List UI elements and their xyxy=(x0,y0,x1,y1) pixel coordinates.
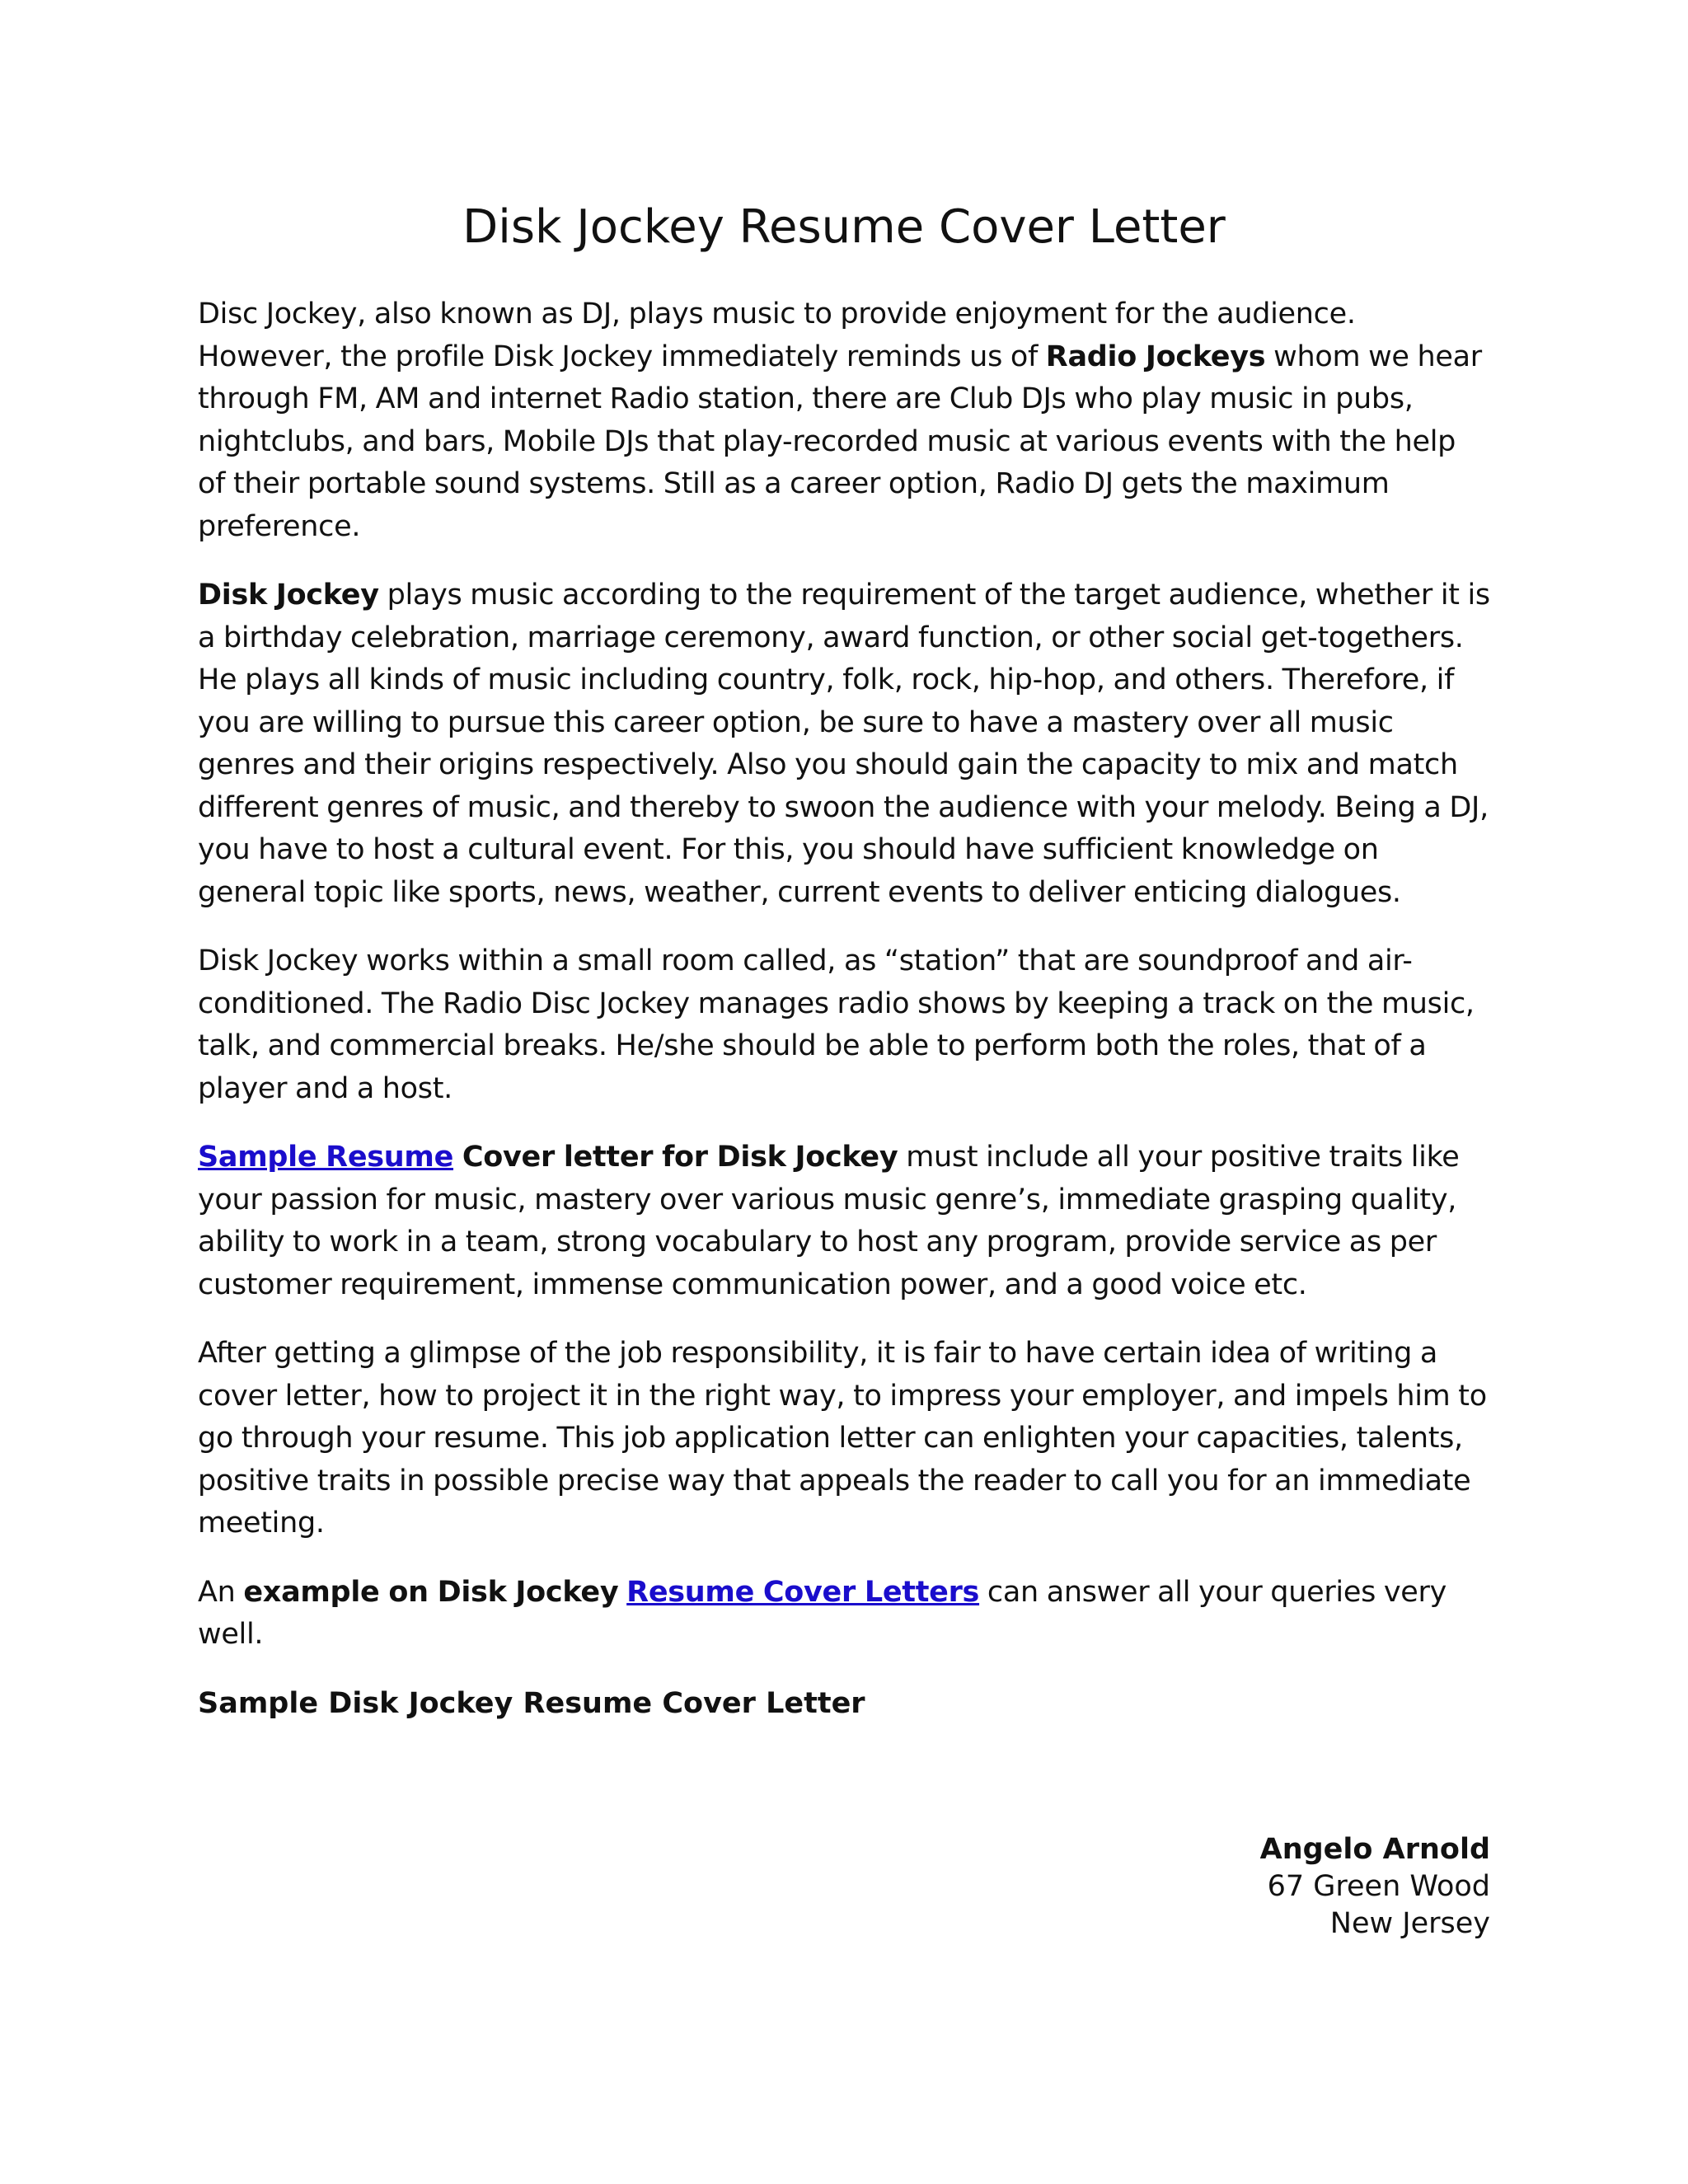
paragraph-intro xyxy=(198,293,1490,548)
resume-cover-letters-link[interactable]: Resume Cover Letters xyxy=(626,1575,980,1609)
document-page xyxy=(198,198,1490,1725)
paragraph-cover-letter-text: must include all your positive traits like your passion for music, mastery over various music genre’s, immediate grasping quality, ability to work in a team, strong vocabulary to host any program, provide service as per customer requirement, immense communication power, and a good voice etc. xyxy=(198,1141,1460,1301)
paragraph-workplace: Disk Jockey works within a small room called, as “station” that are soundproof and air-conditioned. The Radio Disc Jockey manages radio shows by keeping a track on the music, talk, and commercial breaks. He/she should be able to perform both the roles, that of a player and a host. xyxy=(198,944,1475,1105)
paragraph-example-prefix: An xyxy=(198,1575,244,1609)
document-title: Disk Jockey Resume Cover Letter xyxy=(462,200,1226,254)
paragraph-duties-text: plays music according to the requirement of the target audience, whether it is a birthday celebration, marriage ceremony, award function, or other social get-togethers. He plays all kinds of music including country, folk, rock, hip-hop, and others. Therefore, if you are willing to pursue this career option, be sure to have a mastery over all music genres and their origins respectively. Also you should gain the capacity to mix and match different genres of music, and thereby to swoon the audience with your melody. Being a DJ, you have to host a cultural event. For this, you should have sufficient knowledge on general topic like sports, news, weather, current events to deliver enticing dialogues. xyxy=(198,579,1490,909)
signature-address-line2: New Jersey xyxy=(1329,1907,1490,1940)
disk-jockey-bold: Disk Jockey xyxy=(198,579,379,612)
paragraph-writing: After getting a glimpse of the job responsibility, it is fair to have certain idea of writing a cover letter, how to project it in the right way, to impress your employer, and impels him to go through your resume. This job application letter can enlighten your capacities, talents, positive traits in possible precise way that appeals the reader to call you for an immediate meeting. xyxy=(198,1337,1487,1540)
paragraph-cover-letter xyxy=(198,1137,1490,1306)
paragraph-intro-text-end: whom we hear through FM, AM and internet Radio station, there are Club DJs who play music in pubs, nightclubs, and bars, Mobile DJs that play-recorded music at various events with the help of their portable sound systems. Still as a career option, Radio DJ gets the maximum preference. xyxy=(198,340,1482,543)
paragraph-duties xyxy=(198,574,1490,914)
cover-letter-bold: Cover letter for Disk Jockey xyxy=(453,1141,898,1174)
signature-address-line1: 67 Green Wood xyxy=(1267,1870,1490,1903)
paragraph-intro-text-start: Disc Jockey, also known as DJ, plays music to provide enjoyment for the audience. However, the profile Disk Jockey immediately reminds us of xyxy=(198,298,1356,373)
paragraph-example-suffix: can answer all your queries very well. xyxy=(198,1575,1447,1651)
example-bold: example on Disk Jockey xyxy=(243,1575,619,1609)
radio-jockeys-bold: Radio Jockeys xyxy=(1045,340,1266,373)
paragraph-example xyxy=(198,1572,1490,1657)
sample-resume-link[interactable]: Sample Resume xyxy=(198,1141,454,1174)
signature-name: Angelo Arnold xyxy=(1259,1833,1490,1866)
signature-block xyxy=(1260,1831,1490,1943)
sample-heading: Sample Disk Jockey Resume Cover Letter xyxy=(198,1686,865,1720)
